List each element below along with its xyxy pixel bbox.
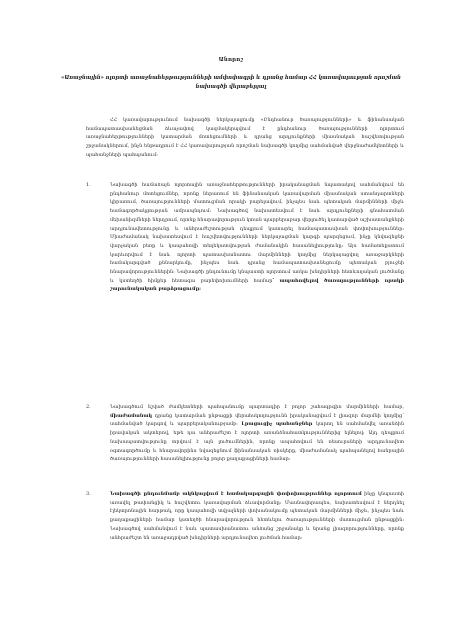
item-number: 2. [86,404,91,410]
item-bold-text: միաժամանակ [110,412,153,419]
item-bold-text: Նախագծի ընդունմամբ ակնկալվում է համակարգային փոփոխություններ ոլորտում [110,491,362,497]
item-text: Նախագծի համաձայն ոլորտային առաջնահերթությունների իրականացման նպատակով սահմանվում են ընդհանուր մոտեցումներ, որոնք ներառում են ֆինանսական կառավարման միասնական ստանդարտների կիրառում, ծառայությունների մատուցման որակի բարելավում, ինչպես նաև պետական մարմինների միջև համագործակցության ամրապնդում: Նախագծով նախատեսվում է նաև արդյունքների գնահատման մեխանիզմների ներդրում, որոնք հնարավորություն կտան պարբերաբար վերլուծել կատարված աշխատանքների արդյունավետությունը և անհրաժեշտության դեպքում կատարել համապատասխան փոփոխություններ: Միաժամանակ նախատեսվում է հաշվետվությունների ներկայացման կարգի պարզեցում, ինչը կնվազեցնի վարչական բեռը և կապահովի տեղեկատվության ժամանակին հասանելիությունը: Այս համատեքստում կարևորվում է նաև ոլորտի պատասխանատու մարմինների կողմից ներկայացվող առաջարկների համակարգված քննարկումը, ինչպես նաև դրանց համապատասխանեցումը պետական բյուջեի հնարավորություններին: Նախագծի ընդունումը կնպաստի ոլորտում առկա խնդիրների հետևողական լուծմանը և կստեղծի հիմքեր հետագա բարեփոխումների համար [110,182,404,284]
item-text: ինչը կնպաստի առավել թափանցիկ և հաշվետու կառավարման ձևավորմանը: Մասնավորապես, նախատեսվում է ներդնել էլեկտրոնային հարթակ, որը կապահովի տվյալների փոխանակումը պետական մարմինների միջև, ինչպես նաև քաղաքացիների համար կստեղծի հնարավորություն հետևելու ծառայությունների մատուցման ընթացքին: Նախագծով սահմանվում է նաև պատասխանատու անձանց շրջանակը և նրանց լիազորությունները, որոնք անհրաժեշտ են առաջադրված խնդիրների արդյունավետ լուծման համար: [110,491,404,541]
item-bold-text: ՝ ապահովելով ծառայությունների որակի շարունակական բարձրացումը: [110,277,404,293]
item-number: 1. [86,182,91,188]
document-subtitle: «Առաջնային» ոլորտի առաջնահերթությունների ամփոփագրի և դրանց համար ՀՀ կառավարության որոշման նախագծի վերաբերյալ [61,75,401,90]
document-title: Անորոշ [218,57,244,63]
list-item [110,490,404,542]
list-item [110,403,404,464]
item-text: դրանց կատարման ընթացքի վերահսկողությունն իրականացվում է լիազոր մարմնի կողմից՝ սահմանված կարգով և պարբերականությամբ: [110,412,404,428]
list-item [110,181,404,294]
item-number: 3. [86,491,91,497]
item-bold-text: Լրացուցիչ պահանջներ [241,421,313,428]
intro-paragraph: ՀՀ կառավարությունում նախագծի ներկայացումը «Ընդհանուր ծառայությունների» և ֆինանսական համապատասխանեցման ձևաչափով կազմակերպվում է ընդհանուր ծառայությունների ոլորտում առաջնահերթությունների կատարման մոտեցումների և դրանց արդյունքների միասնական հաշվետվության շրջանակներում, ինչն ենթադրում է ՀՀ կառավարության որոշման նախագծի կողմից սահմանված վերջնաժամկետների և պահանջների պահպանում: [86,117,404,158]
item-text: կարող են սահմանվել առանձին իրավական ակտերով, եթե դա անհրաժեշտ է ոլորտի առանձնահատկություններից ելնելով: Այդ դեպքում նախապատվությունը տրվում է այն լուծումներին, որոնք ապահովում են ռեսուրսների արդյունավետ օգտագործումը և հնարավորինս նվազեցնում ֆինանսական ռիսկերը, միաժամանակ պահպանելով հանրային ծառայությունների հասանելիությունը բոլոր քաղաքացիների համար: [110,421,404,463]
item-text: Նախագծում նշված ժամկետների պահպանումը պարտադիր է բոլոր շահագրգիռ մարմինների համար, [110,404,404,410]
